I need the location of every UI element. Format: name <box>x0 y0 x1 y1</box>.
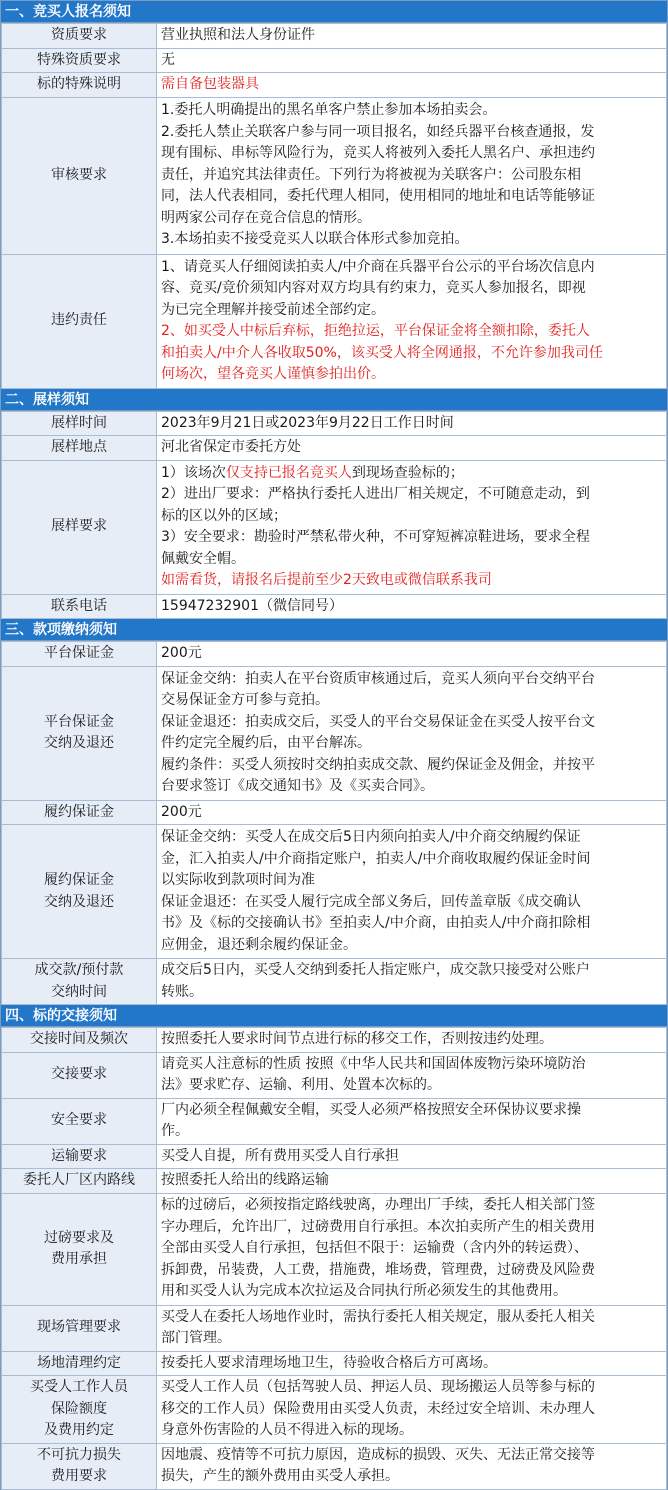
row-value-line <box>161 208 662 230</box>
value-text: 标的区以外的区域； <box>161 507 287 524</box>
row-value-line <box>161 733 662 755</box>
row-value-line <box>161 527 662 549</box>
row-value-line <box>161 1353 662 1375</box>
value-text: 15947232901（微信同号） <box>161 597 343 614</box>
value-text: 以实际收到款项时间为准 <box>161 872 315 888</box>
row-label <box>2 411 157 436</box>
row-label <box>2 254 157 388</box>
table-row <box>2 1028 667 1053</box>
table-row <box>2 1351 667 1376</box>
table-row <box>2 460 667 594</box>
table-row <box>2 48 667 73</box>
row-value <box>157 24 667 49</box>
row-label-line: 交纳及退还 <box>44 735 114 751</box>
value-text: 台要求签订《成交通知书》及《买卖合同》。 <box>161 778 434 794</box>
table-row <box>2 642 667 667</box>
row-label <box>2 1169 157 1194</box>
row-value <box>157 1098 667 1144</box>
row-value <box>157 1052 667 1098</box>
row-label-line: 不可抗力损失 <box>37 1446 121 1463</box>
row-value-line <box>161 827 662 849</box>
table-row <box>2 73 667 98</box>
value-text: 营业执照和法人身份证件 <box>161 27 315 43</box>
value-text: 3.本场拍卖不接受竞买人以联合体形式参加竞拍。 <box>161 231 469 248</box>
row-label <box>2 24 157 49</box>
row-value-line <box>161 1377 662 1399</box>
row-value-line <box>161 596 662 618</box>
highlight-text: 仅支持已报名竞买人 <box>225 464 352 481</box>
row-value <box>157 666 667 800</box>
row-label-line: 成交款/预付款 <box>34 962 124 978</box>
row-label-line: 平台保证金 <box>44 713 114 730</box>
value-text: 交易保证金方可参与竞拍。 <box>161 692 329 708</box>
highlight-text: 何场次，望各竞买人谨慎参拍出价。 <box>161 366 385 382</box>
row-label-line: 履约保证金 <box>44 872 114 888</box>
row-label <box>2 460 157 594</box>
row-value-line <box>161 776 662 798</box>
value-text: 全部由买受人自行承担，包括但不限于：运输费（含内外的转运费）、 <box>161 1240 588 1257</box>
row-label-line: 费用要求 <box>51 1468 107 1484</box>
row-label <box>2 594 157 619</box>
row-value-line <box>161 1029 662 1051</box>
row-value <box>157 594 667 619</box>
row-value <box>157 411 667 436</box>
value-text: 河北省保定市委托方处 <box>161 439 301 455</box>
value-text: 保证金退还：在买受人履行完成全部义务后，回传盖章版《成交确认 <box>161 893 581 910</box>
value-text: 身意外伤害险的人员不得进入标的现场。 <box>161 1422 413 1438</box>
row-label <box>2 666 157 800</box>
highlight-text: 2、如买受人中标后弃标，拒绝拉运，平台保证金将全额扣除，委托人 <box>161 323 590 339</box>
row-value-line <box>161 1307 662 1329</box>
row-label-line: 交纳时间 <box>51 983 107 1000</box>
row-value-line <box>161 690 662 712</box>
value-text: 容、竞买/竞价须知内容对双方均具有约束力，竞买人参加报名，即视 <box>161 280 586 296</box>
row-label-line: 费用承担 <box>51 1251 107 1267</box>
row-value-line <box>161 321 662 343</box>
row-label <box>2 436 157 461</box>
value-text: 现有围标、串标等风险行为，竞买人将被列入委托人黑名户、承担违约 <box>161 145 595 162</box>
row-value-line <box>161 1121 662 1143</box>
row-label <box>2 1193 157 1305</box>
value-text: 买受人工作人员（包括驾驶人员、押运人员、现场搬运人员等参与标的 <box>161 1379 595 1395</box>
row-value-line <box>161 1420 662 1442</box>
row-value <box>157 460 667 594</box>
row-label <box>2 1305 157 1351</box>
row-value-line <box>161 935 662 957</box>
row-value <box>157 1376 667 1444</box>
row-value <box>157 48 667 73</box>
table-row <box>2 959 667 1005</box>
row-label-line: 展样时间 <box>51 414 107 431</box>
value-text: 按照委托人给出的线路运输 <box>161 1172 329 1188</box>
row-value-line <box>161 892 662 914</box>
table-row <box>2 1052 667 1098</box>
value-text: 保证金交纳：买受人在成交后5日内须向拍卖人/中介商交纳履约保证 <box>161 829 581 845</box>
table-row <box>2 1443 667 1489</box>
row-value-line <box>161 549 662 571</box>
value-text: 字办理后，允许出厂，过磅费用自行承担。本次拍卖所产生的相关费用 <box>161 1218 595 1235</box>
row-value <box>157 959 667 1005</box>
row-value-line <box>161 1328 662 1350</box>
value-text: 保证金交纳：拍卖人在平台资质审核通过后，竞买人须向平台交纳平台 <box>161 670 595 687</box>
row-label-line: 场地清理约定 <box>37 1354 121 1371</box>
row-label-line: 标的特殊说明 <box>37 76 121 92</box>
value-text: 部门管理。 <box>161 1330 231 1346</box>
row-label <box>2 959 157 1005</box>
row-value-line <box>161 1170 662 1192</box>
row-value-line <box>161 849 662 871</box>
row-value-line <box>161 257 662 279</box>
table-row <box>2 825 667 959</box>
row-value-line <box>161 413 662 435</box>
value-text: 请竞买人注意标的性质 按照《中华人民共和国固体废物污染环境防治 <box>161 1055 586 1072</box>
row-value-line <box>161 960 662 982</box>
value-text: 买受人在委托人场地作业时，需执行委托人相关规定，服从委托人相关 <box>161 1308 595 1325</box>
value-text: 3）安全要求：勘验时严禁私带火种，不可穿短裤凉鞋进场，要求全程 <box>161 529 590 545</box>
row-label <box>2 1443 157 1489</box>
row-value <box>157 1193 667 1305</box>
section-table <box>1 23 667 389</box>
row-label-line: 交纳及退还 <box>44 893 114 910</box>
table-row <box>2 97 667 254</box>
row-label-line: 委托人厂区内路线 <box>23 1172 135 1188</box>
row-value <box>157 1351 667 1376</box>
value-text: 到现场查验标的； <box>351 464 464 481</box>
row-value-line <box>161 1075 662 1097</box>
table-row <box>2 1098 667 1144</box>
row-value <box>157 800 667 825</box>
row-value-line <box>161 463 662 485</box>
row-value <box>157 642 667 667</box>
row-label-line: 安全要求 <box>51 1112 107 1129</box>
value-text: 标的过磅后，必须按指定路线驶离，办理出厂手续，委托人相关部门签 <box>161 1197 595 1214</box>
value-text: 同，法人代表相同，委托代理人相同，使用相同的地址和电话等能够证 <box>161 188 595 205</box>
highlight-text: 和拍卖人/中介人各收取50%，该买受人将全网通报，不允许参加我司任 <box>161 344 603 361</box>
row-value-line <box>161 364 662 386</box>
table-row <box>2 1169 667 1194</box>
row-value <box>157 254 667 388</box>
row-value <box>157 1028 667 1053</box>
value-text: 因地震、疫情等不可抗力原因，造成标的损毁、灭失、无法正常交接等 <box>161 1446 595 1463</box>
row-label-line: 联系电话 <box>51 597 107 614</box>
section-table <box>1 411 667 620</box>
row-label-line: 现场管理要求 <box>37 1319 121 1336</box>
row-label <box>2 97 157 254</box>
value-text: 2.委托人禁止关联客户参与同一项目报名，如经兵器平台核查通报，发 <box>161 123 595 140</box>
row-value-line <box>161 300 662 322</box>
highlight-text: 如需看货，请报名后提前至少2天致电或微信联系我司 <box>161 572 492 588</box>
row-label-line: 展样要求 <box>51 518 107 535</box>
value-text: 1、请竞买人仔细阅读拍卖人/中介商在兵器平台公示的平台场次信息内 <box>161 258 595 275</box>
row-value-line <box>161 122 662 144</box>
row-value <box>157 73 667 98</box>
value-text: 1.委托人明确提出的黑名单客户禁止参加本场拍卖会。 <box>161 102 497 119</box>
row-value-line <box>161 100 662 122</box>
value-text: 200元 <box>161 645 202 661</box>
row-label <box>2 48 157 73</box>
value-text: 履约条件：买受人须按时交纳拍卖成交款、履约保证金及佣金，并按平 <box>161 756 595 773</box>
row-value-line <box>161 165 662 187</box>
row-value <box>157 1144 667 1169</box>
value-text: 损失，产生的额外费用由买受人承担。 <box>161 1468 399 1484</box>
section-header: 二、展样须知 <box>1 389 667 411</box>
row-value-line <box>161 913 662 935</box>
table-row <box>2 254 667 388</box>
row-value-line <box>161 186 662 208</box>
section-header: 一、竞买人报名须知 <box>1 1 667 23</box>
row-value-line <box>161 74 662 96</box>
value-text: 无 <box>161 51 175 68</box>
row-value-line <box>161 1399 662 1421</box>
row-label-line: 运输要求 <box>51 1147 107 1164</box>
row-label-line: 买受人工作人员 <box>30 1379 128 1395</box>
table-row <box>2 800 667 825</box>
row-value-line <box>161 1054 662 1076</box>
row-value-line <box>161 982 662 1004</box>
row-label <box>2 1144 157 1169</box>
row-value-line <box>161 1217 662 1239</box>
value-text: 为已完全理解并接受前述全部约定。 <box>161 301 385 318</box>
row-label <box>2 642 157 667</box>
value-text: 金，汇入拍卖人/中介商指定账户，拍卖人/中介商收取履约保证金时间 <box>161 850 591 867</box>
row-label <box>2 1028 157 1053</box>
row-value <box>157 825 667 959</box>
table-row <box>2 594 667 619</box>
row-label-line: 资质要求 <box>51 27 107 43</box>
row-value-line <box>161 1281 662 1303</box>
row-value-line <box>161 437 662 459</box>
row-value-line <box>161 1445 662 1467</box>
value-text: 1）该场次 <box>161 464 226 481</box>
section-table <box>1 1027 667 1490</box>
row-value-line <box>161 1238 662 1260</box>
table-row <box>2 24 667 49</box>
row-value-line <box>161 870 662 892</box>
value-text: 保证金退还：拍卖成交后，买受人的平台交易保证金在买受人按平台文 <box>161 713 595 730</box>
section-header: 四、标的交接须知 <box>1 1005 667 1027</box>
value-text: 拆卸费，吊装费，人工费，措施费，堆场费，管理费，过磅费及风险费 <box>161 1261 595 1278</box>
row-label-line: 平台保证金 <box>44 645 114 661</box>
row-value-line <box>161 1260 662 1282</box>
row-label <box>2 1098 157 1144</box>
section-table <box>1 641 667 1005</box>
table-row <box>2 1305 667 1351</box>
row-label-line: 及费用约定 <box>44 1422 114 1438</box>
row-label <box>2 1376 157 1444</box>
row-value-line <box>161 484 662 506</box>
row-value-line <box>161 25 662 47</box>
table-row <box>2 411 667 436</box>
value-text: 转账。 <box>161 983 203 1000</box>
row-label-line: 保险额度 <box>51 1400 107 1417</box>
value-text: 应佣金，退还剩余履约保证金。 <box>161 936 357 953</box>
row-label-line: 展样地点 <box>51 439 107 455</box>
row-label <box>2 73 157 98</box>
row-value <box>157 1443 667 1489</box>
row-value <box>157 97 667 254</box>
row-label <box>2 1351 157 1376</box>
row-value <box>157 1169 667 1194</box>
row-value <box>157 436 667 461</box>
row-value-line <box>161 143 662 165</box>
value-text: 作。 <box>161 1123 189 1139</box>
value-text: 按委托人要求清理场地卫生，待验收合格后方可离场。 <box>161 1354 497 1371</box>
value-text: 按照委托人要求时间节点进行标的移交工作，否则按违约处理。 <box>161 1031 553 1047</box>
row-value-line <box>161 50 662 72</box>
row-value <box>157 1305 667 1351</box>
row-label <box>2 800 157 825</box>
highlight-text: 需自备包装器具 <box>161 76 259 92</box>
value-text: 2023年9月21日或2023年9月22日工作日时间 <box>161 414 454 431</box>
table-row <box>2 1144 667 1169</box>
value-text: 成交后5日内，买受人交纳到委托人指定账户，成交款只接受对公账户 <box>161 962 590 978</box>
row-label <box>2 825 157 959</box>
row-label-line: 特殊资质要求 <box>37 51 121 68</box>
value-text: 佩戴安全帽。 <box>161 550 245 567</box>
row-value-line <box>161 712 662 734</box>
table-row <box>2 1376 667 1444</box>
row-label <box>2 1052 157 1098</box>
table-row <box>2 436 667 461</box>
row-label-line: 违约责任 <box>51 312 107 329</box>
row-value-line <box>161 570 662 592</box>
value-text: 2）进出厂要求：严格执行委托人进出厂相关规定，不可随意走动，到 <box>161 486 590 502</box>
row-value-line <box>161 1146 662 1168</box>
value-text: 移交的工作人员）保险费用由买受人负责，未经过安全培训、未办理人 <box>161 1400 595 1417</box>
row-value-line <box>161 755 662 777</box>
row-label-line: 交接时间及频次 <box>30 1031 128 1047</box>
row-value-line <box>161 343 662 365</box>
value-text: 厂内必须全程佩戴安全帽，买受人必须严格按照安全环保协议要求操 <box>161 1101 581 1118</box>
row-value-line <box>161 278 662 300</box>
row-value-line <box>161 1195 662 1217</box>
row-label-line: 过磅要求及 <box>44 1229 114 1246</box>
table-row <box>2 666 667 800</box>
row-value-line <box>161 1100 662 1122</box>
row-value-line <box>161 506 662 528</box>
value-text: 明两家公司存在竞合信息的情形。 <box>161 209 371 226</box>
value-text: 书》及《标的交接确认书》至拍卖人/中介商，由拍卖人/中介商扣除相 <box>161 915 591 931</box>
row-label-line: 履约保证金 <box>44 803 114 820</box>
row-value-line <box>161 669 662 691</box>
row-value-line <box>161 643 662 665</box>
value-text: 200元 <box>161 803 202 820</box>
value-text: 用和买受人认为完成本次拉运及合同执行所必须发生的其他费用。 <box>161 1283 567 1300</box>
row-label-line: 审核要求 <box>51 166 107 183</box>
row-value-line <box>161 802 662 824</box>
row-value-line <box>161 229 662 251</box>
table-row <box>2 1193 667 1305</box>
value-text: 买受人自提，所有费用买受人自行承担 <box>161 1147 399 1164</box>
value-text: 责任，并追究其法律责任。下列行为将被视为关联客户：公司股东相 <box>161 166 581 183</box>
value-text: 法》要求贮存、运输、利用、处置本次标的。 <box>161 1077 441 1093</box>
section-header: 三、款项缴纳须知 <box>1 619 667 641</box>
row-label-line: 交接要求 <box>51 1066 107 1083</box>
value-text: 件约定完全履约后，由平台解冻。 <box>161 735 371 751</box>
